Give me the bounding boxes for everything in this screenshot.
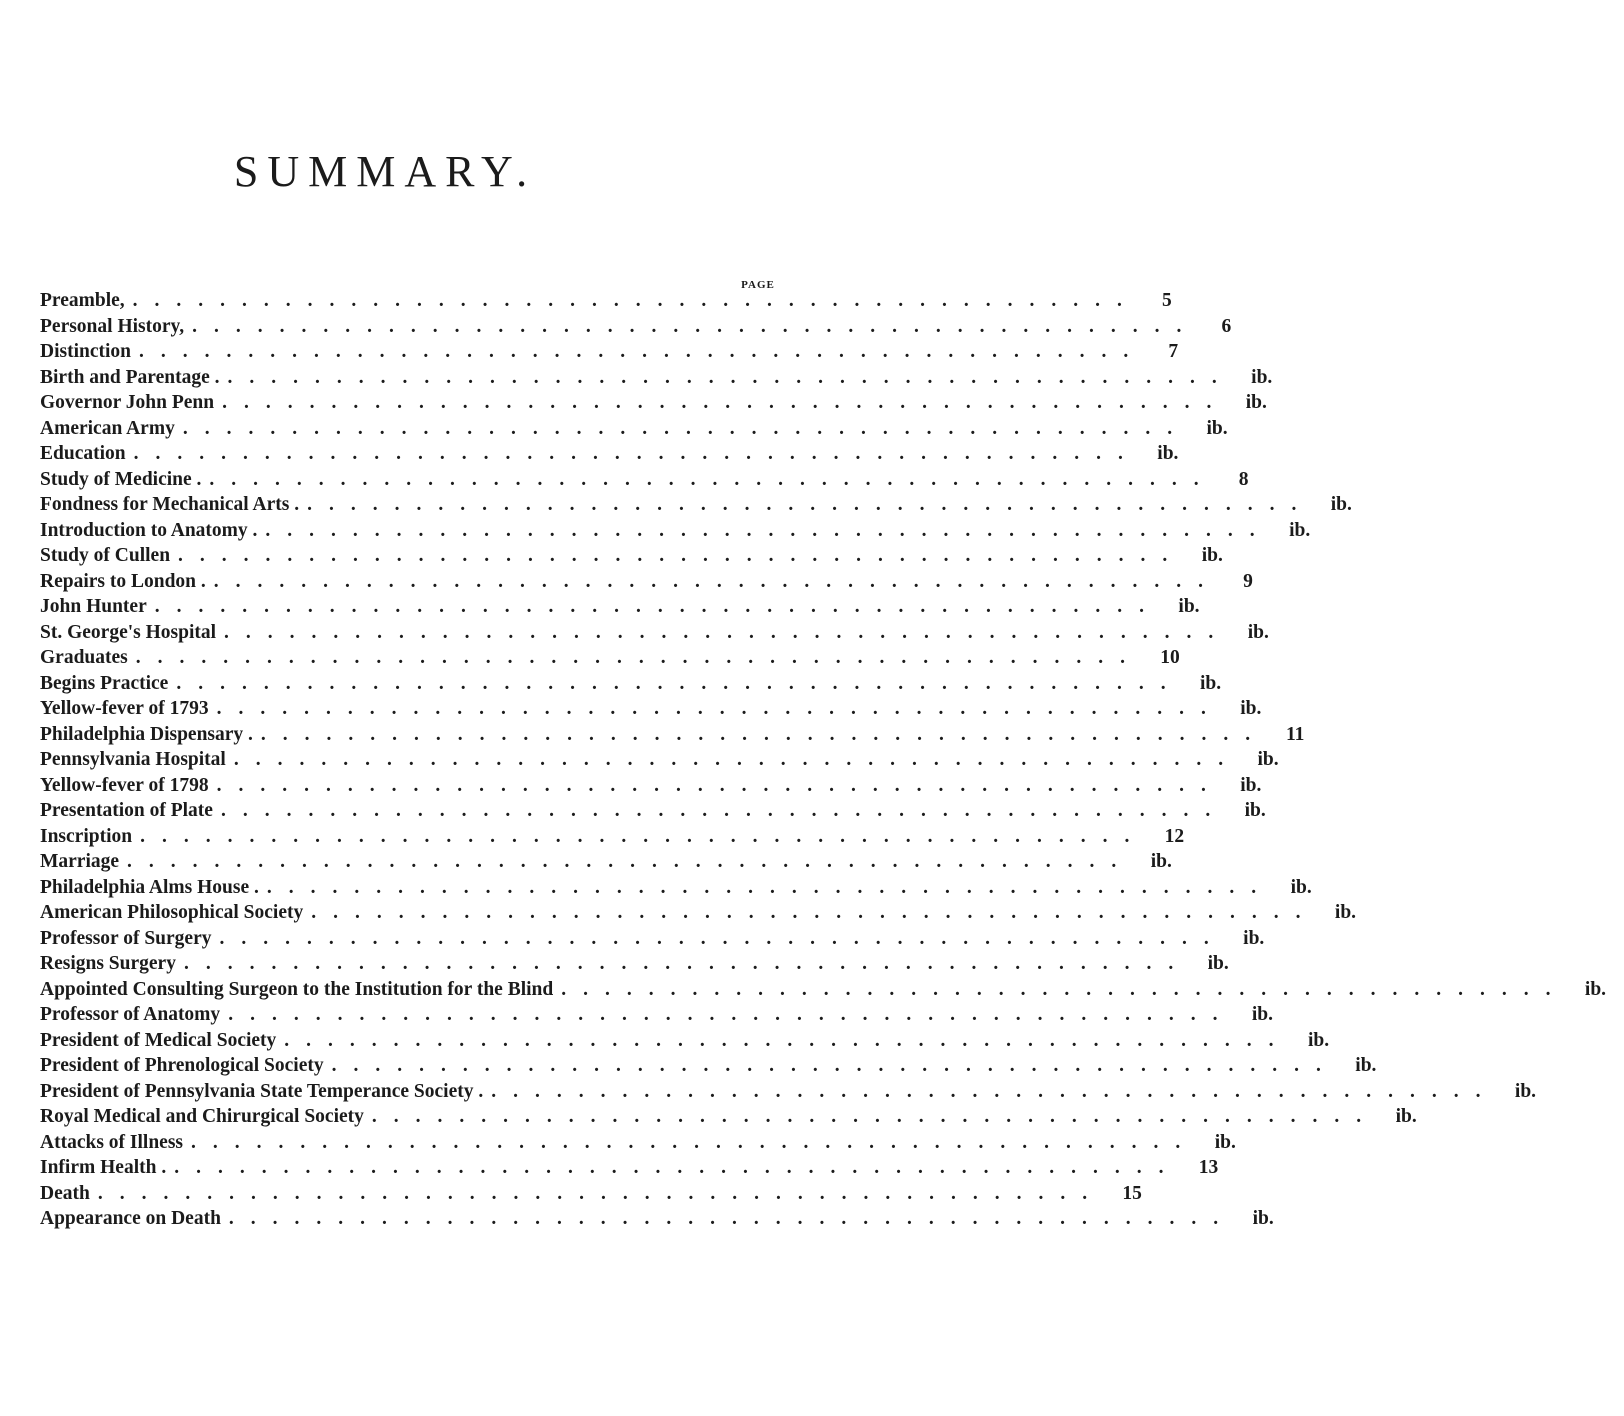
dot-leader: ..............................................	[135, 647, 1142, 668]
dot-leader: ..............................................	[97, 1182, 1105, 1204]
toc-entry-label: St. George's Hospital	[40, 621, 217, 643]
toc-entry-page: 8	[1238, 468, 1249, 490]
toc-entry-label: Appointed Consulting Surgeon to the Institution for the Blind	[40, 978, 554, 1000]
toc-entry-page: 6	[1221, 315, 1232, 337]
dot-leader: ..............................................	[228, 1208, 1236, 1229]
toc-entry-label: Fondness for Mechanical Arts .	[40, 494, 300, 515]
table-of-contents	[40, 290, 1607, 1234]
toc-entry-page: ib.	[1330, 494, 1352, 515]
toc-entry-label: Inscription	[40, 825, 133, 847]
toc-entry	[40, 978, 1607, 1005]
dot-leader: ..............................................	[222, 392, 1229, 413]
toc-entry	[40, 876, 1312, 903]
dot-leader: ..............................................	[178, 545, 1185, 566]
toc-entry	[40, 392, 1267, 418]
toc-entry	[40, 927, 1265, 954]
toc-entry-label: Graduates	[40, 647, 128, 668]
toc-entry-page: 13	[1198, 1157, 1219, 1178]
toc-entry-page: ib.	[1289, 519, 1311, 541]
dot-leader: ..............................................	[307, 494, 1314, 515]
toc-entry	[40, 1080, 1537, 1107]
dot-leader: ..............................................	[311, 902, 1318, 923]
toc-entry-label: Yellow-fever of 1798	[40, 774, 209, 796]
toc-entry-page: ib.	[1244, 800, 1266, 821]
toc-entry-page: 5	[1162, 290, 1172, 311]
dot-leader: ..............................................	[154, 596, 1161, 617]
toc-entry	[40, 698, 1262, 724]
dot-leader: ..............................................	[216, 698, 1223, 719]
toc-entry	[40, 519, 1311, 546]
toc-entry-page: ib.	[1240, 774, 1262, 796]
toc-entry-label: Introduction to Anatomy .	[40, 519, 258, 541]
dot-leader: ..............................................	[371, 1106, 1379, 1127]
toc-entry-page: ib.	[1334, 902, 1357, 923]
toc-entry-label: President of Medical Society	[40, 1029, 277, 1051]
dot-leader: ..............................................	[228, 1004, 1235, 1025]
toc-entry-page: ib.	[1355, 1055, 1377, 1076]
dot-leader: ..............................................	[183, 953, 1191, 974]
toc-entry-label: Education	[40, 443, 126, 464]
toc-entry	[40, 1029, 1330, 1056]
dot-leader: ..............................................	[139, 341, 1146, 362]
dot-leader: ..............................................	[491, 1080, 1498, 1102]
toc-entry	[40, 443, 1179, 469]
toc-entry-label: Governor John Penn	[40, 392, 215, 413]
toc-entry-label: Death	[40, 1182, 90, 1204]
toc-entry-page: ib.	[1243, 927, 1265, 949]
dot-leader: ..............................................	[140, 825, 1147, 847]
toc-entry-label: Attacks of Illness	[40, 1131, 184, 1153]
toc-entry	[40, 417, 1228, 444]
toc-entry	[40, 647, 1180, 673]
toc-entry-page: ib.	[1290, 876, 1312, 898]
toc-entry-label: Philadelphia Dispensary .	[40, 723, 253, 745]
toc-entry-label: Repairs to London .	[40, 570, 206, 592]
toc-entry	[40, 545, 1223, 571]
toc-entry-label: Philadelphia Alms House .	[40, 876, 259, 898]
toc-entry-label: Infirm Health .	[40, 1157, 167, 1178]
page-column-header: PAGE	[741, 279, 775, 291]
toc-entry	[40, 1106, 1417, 1132]
toc-entry-page: ib.	[1214, 1131, 1236, 1153]
toc-entry	[40, 315, 1232, 342]
toc-entry-page: ib.	[1251, 366, 1273, 388]
toc-entry-label: Presentation of Plate	[40, 800, 213, 821]
toc-entry-page: ib.	[1206, 417, 1228, 439]
toc-entry-page: ib.	[1240, 698, 1262, 719]
toc-entry-label: Professor of Surgery	[40, 927, 212, 949]
dot-leader: ..............................................	[284, 1029, 1291, 1051]
toc-entry-page: 11	[1285, 723, 1305, 745]
toc-entry	[40, 366, 1273, 393]
dot-leader: ..............................................	[213, 570, 1221, 592]
toc-entry	[40, 749, 1279, 775]
toc-entry-label: Study of Medicine .	[40, 468, 202, 490]
toc-entry	[40, 621, 1269, 648]
toc-entry-label: Begins Practice	[40, 672, 169, 694]
toc-entry-page: ib.	[1514, 1080, 1537, 1102]
toc-entry	[40, 341, 1179, 367]
toc-entry-label: American Philosophical Society	[40, 902, 304, 923]
toc-entry	[40, 774, 1262, 801]
toc-entry	[40, 800, 1266, 826]
toc-entry-label: President of Pennsylvania State Temperance Society .	[40, 1080, 484, 1102]
dot-leader: ..............................................	[331, 1055, 1338, 1076]
toc-entry-label: American Army	[40, 417, 175, 439]
toc-entry	[40, 723, 1305, 750]
dot-leader: ..............................................	[132, 290, 1139, 311]
toc-entry-label: John Hunter	[40, 596, 147, 617]
toc-entry-label: Resigns Surgery	[40, 953, 176, 974]
dot-leader: ..............................................	[265, 519, 1272, 541]
dot-leader: ..............................................	[192, 315, 1199, 337]
toc-entry-page: ib.	[1252, 1208, 1274, 1229]
toc-entry	[40, 290, 1172, 316]
toc-entry-label: Study of Cullen	[40, 545, 171, 566]
dot-leader: ..............................................	[220, 800, 1228, 821]
toc-entry-page: ib.	[1200, 672, 1222, 694]
toc-entry-label: Appearance on Death	[40, 1208, 221, 1229]
dot-leader: ..............................................	[182, 417, 1190, 439]
toc-entry	[40, 902, 1357, 928]
toc-entry-page: ib.	[1257, 749, 1279, 770]
toc-entry	[40, 1182, 1142, 1209]
page-title: SUMMARY.	[233, 147, 537, 196]
toc-entry	[40, 596, 1200, 622]
toc-entry-page: ib.	[1247, 621, 1269, 643]
toc-entry-page: ib.	[1584, 978, 1607, 1000]
toc-entry	[40, 953, 1229, 979]
dot-leader: ..............................................	[227, 366, 1234, 388]
toc-entry-label: President of Phrenological Society	[40, 1055, 324, 1076]
toc-entry	[40, 570, 1253, 597]
dot-leader: ..............................................	[176, 672, 1183, 694]
dot-leader: ..............................................	[260, 723, 1268, 745]
toc-entry-page: ib.	[1178, 596, 1200, 617]
toc-entry-page: ib.	[1307, 1029, 1330, 1051]
toc-entry-page: 7	[1168, 341, 1179, 362]
dot-leader: ..............................................	[127, 851, 1134, 872]
dot-leader: ..............................................	[216, 774, 1223, 796]
toc-entry-page: ib.	[1245, 392, 1267, 413]
toc-entry-page: ib.	[1207, 953, 1229, 974]
toc-entry	[40, 1055, 1377, 1081]
toc-entry	[40, 1208, 1274, 1234]
toc-entry	[40, 1004, 1273, 1030]
dot-leader: ..............................................	[191, 1131, 1198, 1153]
dot-leader: ..............................................	[174, 1157, 1181, 1178]
toc-entry-label: Professor of Anatomy	[40, 1004, 221, 1025]
toc-entry	[40, 1157, 1219, 1183]
toc-entry-page: ib.	[1201, 545, 1223, 566]
dot-leader: ..............................................	[266, 876, 1274, 898]
toc-entry-label: Yellow-fever of 1793	[40, 698, 209, 719]
toc-entry-page: ib.	[1157, 443, 1179, 464]
dot-leader: ..............................................	[224, 621, 1231, 643]
toc-entry-page: ib.	[1251, 1004, 1273, 1025]
toc-entry-label: Preamble,	[40, 290, 125, 311]
toc-entry-page: ib.	[1395, 1106, 1417, 1127]
toc-entry	[40, 494, 1352, 520]
toc-entry-page: 12	[1164, 825, 1185, 847]
toc-entry-label: Birth and Parentage .	[40, 366, 220, 388]
toc-entry-label: Pennsylvania Hospital	[40, 749, 226, 770]
toc-entry-page: 15	[1122, 1182, 1142, 1204]
toc-entry	[40, 468, 1249, 495]
toc-entry-label: Distinction	[40, 341, 132, 362]
toc-entry-label: Personal History,	[40, 315, 185, 337]
dot-leader: ..............................................	[209, 468, 1216, 490]
dot-leader: ..............................................	[133, 443, 1140, 464]
dot-leader: ..............................................	[219, 927, 1226, 949]
toc-entry	[40, 672, 1222, 699]
toc-entry	[40, 851, 1172, 877]
dot-leader: ..............................................	[561, 978, 1568, 1000]
dot-leader: ..............................................	[233, 749, 1241, 770]
toc-entry-label: Marriage	[40, 851, 120, 872]
toc-entry-label: Royal Medical and Chirurgical Society	[40, 1106, 364, 1127]
toc-entry	[40, 825, 1185, 852]
toc-entry-page: ib.	[1150, 851, 1172, 872]
toc-entry	[40, 1131, 1236, 1158]
toc-entry-page: 10	[1160, 647, 1180, 668]
toc-entry-page: 9	[1243, 570, 1253, 592]
